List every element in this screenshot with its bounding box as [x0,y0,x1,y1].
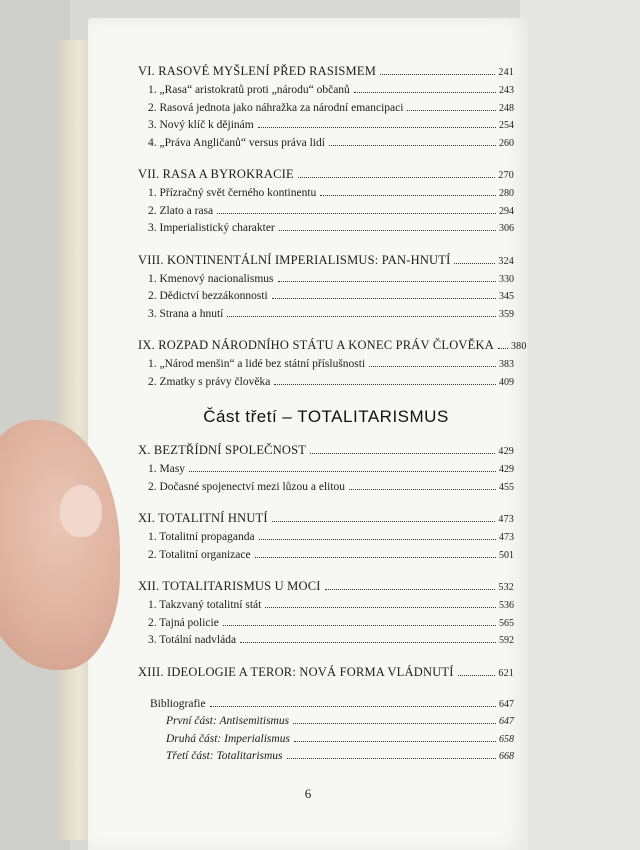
toc-chapter-heading [138,441,514,461]
toc-entry [138,306,514,324]
page-ref: 359 [499,308,514,320]
entry-label: 4. „Práva Angličanů“ versus práva lidí [148,136,325,149]
entry-label: 1. Přízračný svět černého kontinentu [148,187,317,199]
toc-entry [138,547,514,565]
dot-leader [498,348,508,349]
toc-entry [138,479,514,497]
toc-chapter-heading [138,62,514,82]
toc-chapter-heading [138,251,514,271]
chapter-title: XI. TOTALITNÍ HNUTÍ [138,511,268,525]
toc-entry [138,632,514,650]
toc-section [138,336,527,391]
dot-leader [259,539,496,540]
page-ref: 345 [499,291,514,302]
entry-label: 1. Takzvaný totalitní stát [148,599,262,611]
dot-leader [369,366,496,367]
dot-leader [274,384,496,385]
toc-entry [138,117,514,135]
page-ref: 621 [498,667,514,679]
page-ref: 658 [499,733,514,745]
toc-entry [138,135,514,153]
page-ref: 647 [499,698,514,710]
page-ref: 330 [499,273,514,285]
entry-label: 3. Strana a hnutí [148,307,224,320]
page-ref: 473 [499,532,514,543]
page-ref: 294 [499,205,514,217]
entry-label: Druhá část: Imperialismus [166,732,290,745]
page-ref: 380 [510,341,527,352]
toc-entry [138,529,514,547]
toc-chapter-heading [138,336,527,356]
toc-chapter-heading [138,577,514,597]
dot-leader [325,589,496,590]
page-ref: 306 [499,223,514,234]
toc-entry [138,82,514,100]
toc-section [138,663,514,683]
toc-entry [138,374,514,392]
dot-leader [310,453,495,454]
toc-section [138,577,514,650]
page-ref: 455 [499,481,514,493]
entry-label: 2. Rasová jednota jako náhražka za národní emancipaci [148,101,404,114]
toc-entry [138,220,514,238]
entry-label: Bibliografie [150,697,206,710]
page-ref: 280 [499,188,514,199]
toc-chapter-heading [138,165,514,185]
dot-leader [354,92,496,93]
entry-label: 1. Kmenový nacionalismus [148,272,274,285]
dot-leader [272,521,496,522]
toc-entry [138,203,514,221]
dot-leader [189,471,496,472]
dot-leader [349,489,496,490]
entry-label: 3. Imperialistický charakter [148,222,275,234]
entry-label: 2. Totalitní organizace [148,548,251,561]
entry-label: 1. Totalitní propaganda [148,531,255,543]
dot-leader [217,213,496,214]
toc-entry [138,748,514,766]
toc-entry [138,731,514,749]
dot-leader [293,723,496,724]
chapter-title: X. BEZTŘÍDNÍ SPOLEČNOST [138,443,307,457]
dot-leader [298,177,496,178]
dot-leader [454,263,495,264]
page-ref: 409 [499,376,514,388]
entry-label: 2. Zmatky s právy člověka [148,375,271,388]
page-number: 6 [304,786,312,801]
toc-section [138,251,514,324]
toc-section [138,165,514,238]
dot-leader [287,758,496,759]
chapter-title: VI. RASOVÉ MYŠLENÍ PŘED RASISMEM [138,64,377,78]
toc-entry [138,597,514,615]
dot-leader [240,642,496,643]
dot-leader [320,195,496,196]
dot-leader [380,74,495,75]
toc-entry [138,100,514,118]
chapter-title: IX. ROZPAD NÁRODNÍHO STÁTU A KONEC PRÁV ČLOVĚKA [138,338,494,352]
page-ref: 324 [498,255,514,267]
entry-label: 1. „Národ menšin“ a lidé bez státní příslušnosti [148,358,366,370]
table-of-contents [138,62,527,779]
page-ref: 429 [498,446,514,457]
page-ref: 473 [498,514,514,525]
page-ref: 383 [499,359,514,370]
dot-leader [258,127,496,128]
dot-leader [272,298,496,299]
toc-entry [138,271,514,289]
toc-entry [138,615,514,633]
dot-leader [265,607,496,608]
toc-section [138,441,514,496]
dot-leader [294,741,496,742]
entry-label: 1. „Rasa“ aristokratů proti „národu“ občanů [148,84,350,96]
page-ref: 532 [498,582,514,593]
page-ref: 647 [499,716,514,727]
page-ref: 536 [499,600,514,611]
chapter-title: VIII. KONTINENTÁLNÍ IMPERIALISMUS: PAN-HNUTÍ [138,252,451,267]
chapter-title: XII. TOTALITARISMUS U MOCI [138,579,321,593]
entry-label: 2. Dědictví bezzákonnosti [148,290,268,302]
dot-leader [407,110,496,111]
page-ref: 668 [499,751,514,762]
toc-entry [138,461,514,479]
entry-label: 2. Tajná policie [148,616,219,629]
page-ref: 260 [499,137,514,149]
entry-label: 3. Totální nadvláda [148,634,237,646]
toc-entry [138,696,514,714]
page-ref: 248 [499,102,514,114]
toc-entry [138,356,514,374]
part-heading: Část třetí – TOTALITARISMUS [203,407,449,426]
dot-leader [458,675,496,676]
dot-leader [329,145,496,146]
page-ref: 429 [499,464,514,475]
entry-label: 1. Masy [148,463,186,475]
book-page [88,18,528,850]
page-ref: 241 [498,67,514,78]
dot-leader [223,625,496,626]
toc-entry [138,288,514,306]
chapter-title: XIII. IDEOLOGIE A TEROR: NOVÁ FORMA VLÁDNUTÍ [138,664,454,679]
toc-section [138,509,514,564]
thumbnail [60,485,102,537]
toc-entry [138,185,514,203]
page-ref: 501 [499,549,514,561]
toc-chapter-heading [138,663,514,683]
entry-label: 3. Nový klíč k dějinám [148,119,254,131]
dot-leader [278,281,496,282]
chapter-title: VII. RASA A BYROKRACIE [138,167,294,181]
toc-entry [138,713,514,731]
entry-label: První část: Antisemitismus [166,715,290,727]
page-ref: 243 [499,85,514,96]
entry-label: 2. Zlato a rasa [148,204,214,217]
toc-section [138,62,514,152]
toc-chapter-heading [138,509,514,529]
background-right [520,0,640,850]
page-ref: 592 [499,635,514,646]
dot-leader [279,230,496,231]
dot-leader [227,316,496,317]
entry-label: 2. Dočasné spojenectví mezi lůzou a elitou [148,480,346,493]
dot-leader [255,557,496,558]
page-ref: 565 [499,617,514,629]
page-ref: 254 [499,120,514,131]
page-ref: 270 [498,170,514,181]
dot-leader [210,706,496,707]
toc-bibliography [138,696,514,766]
entry-label: Třetí část: Totalitarismus [166,750,283,762]
